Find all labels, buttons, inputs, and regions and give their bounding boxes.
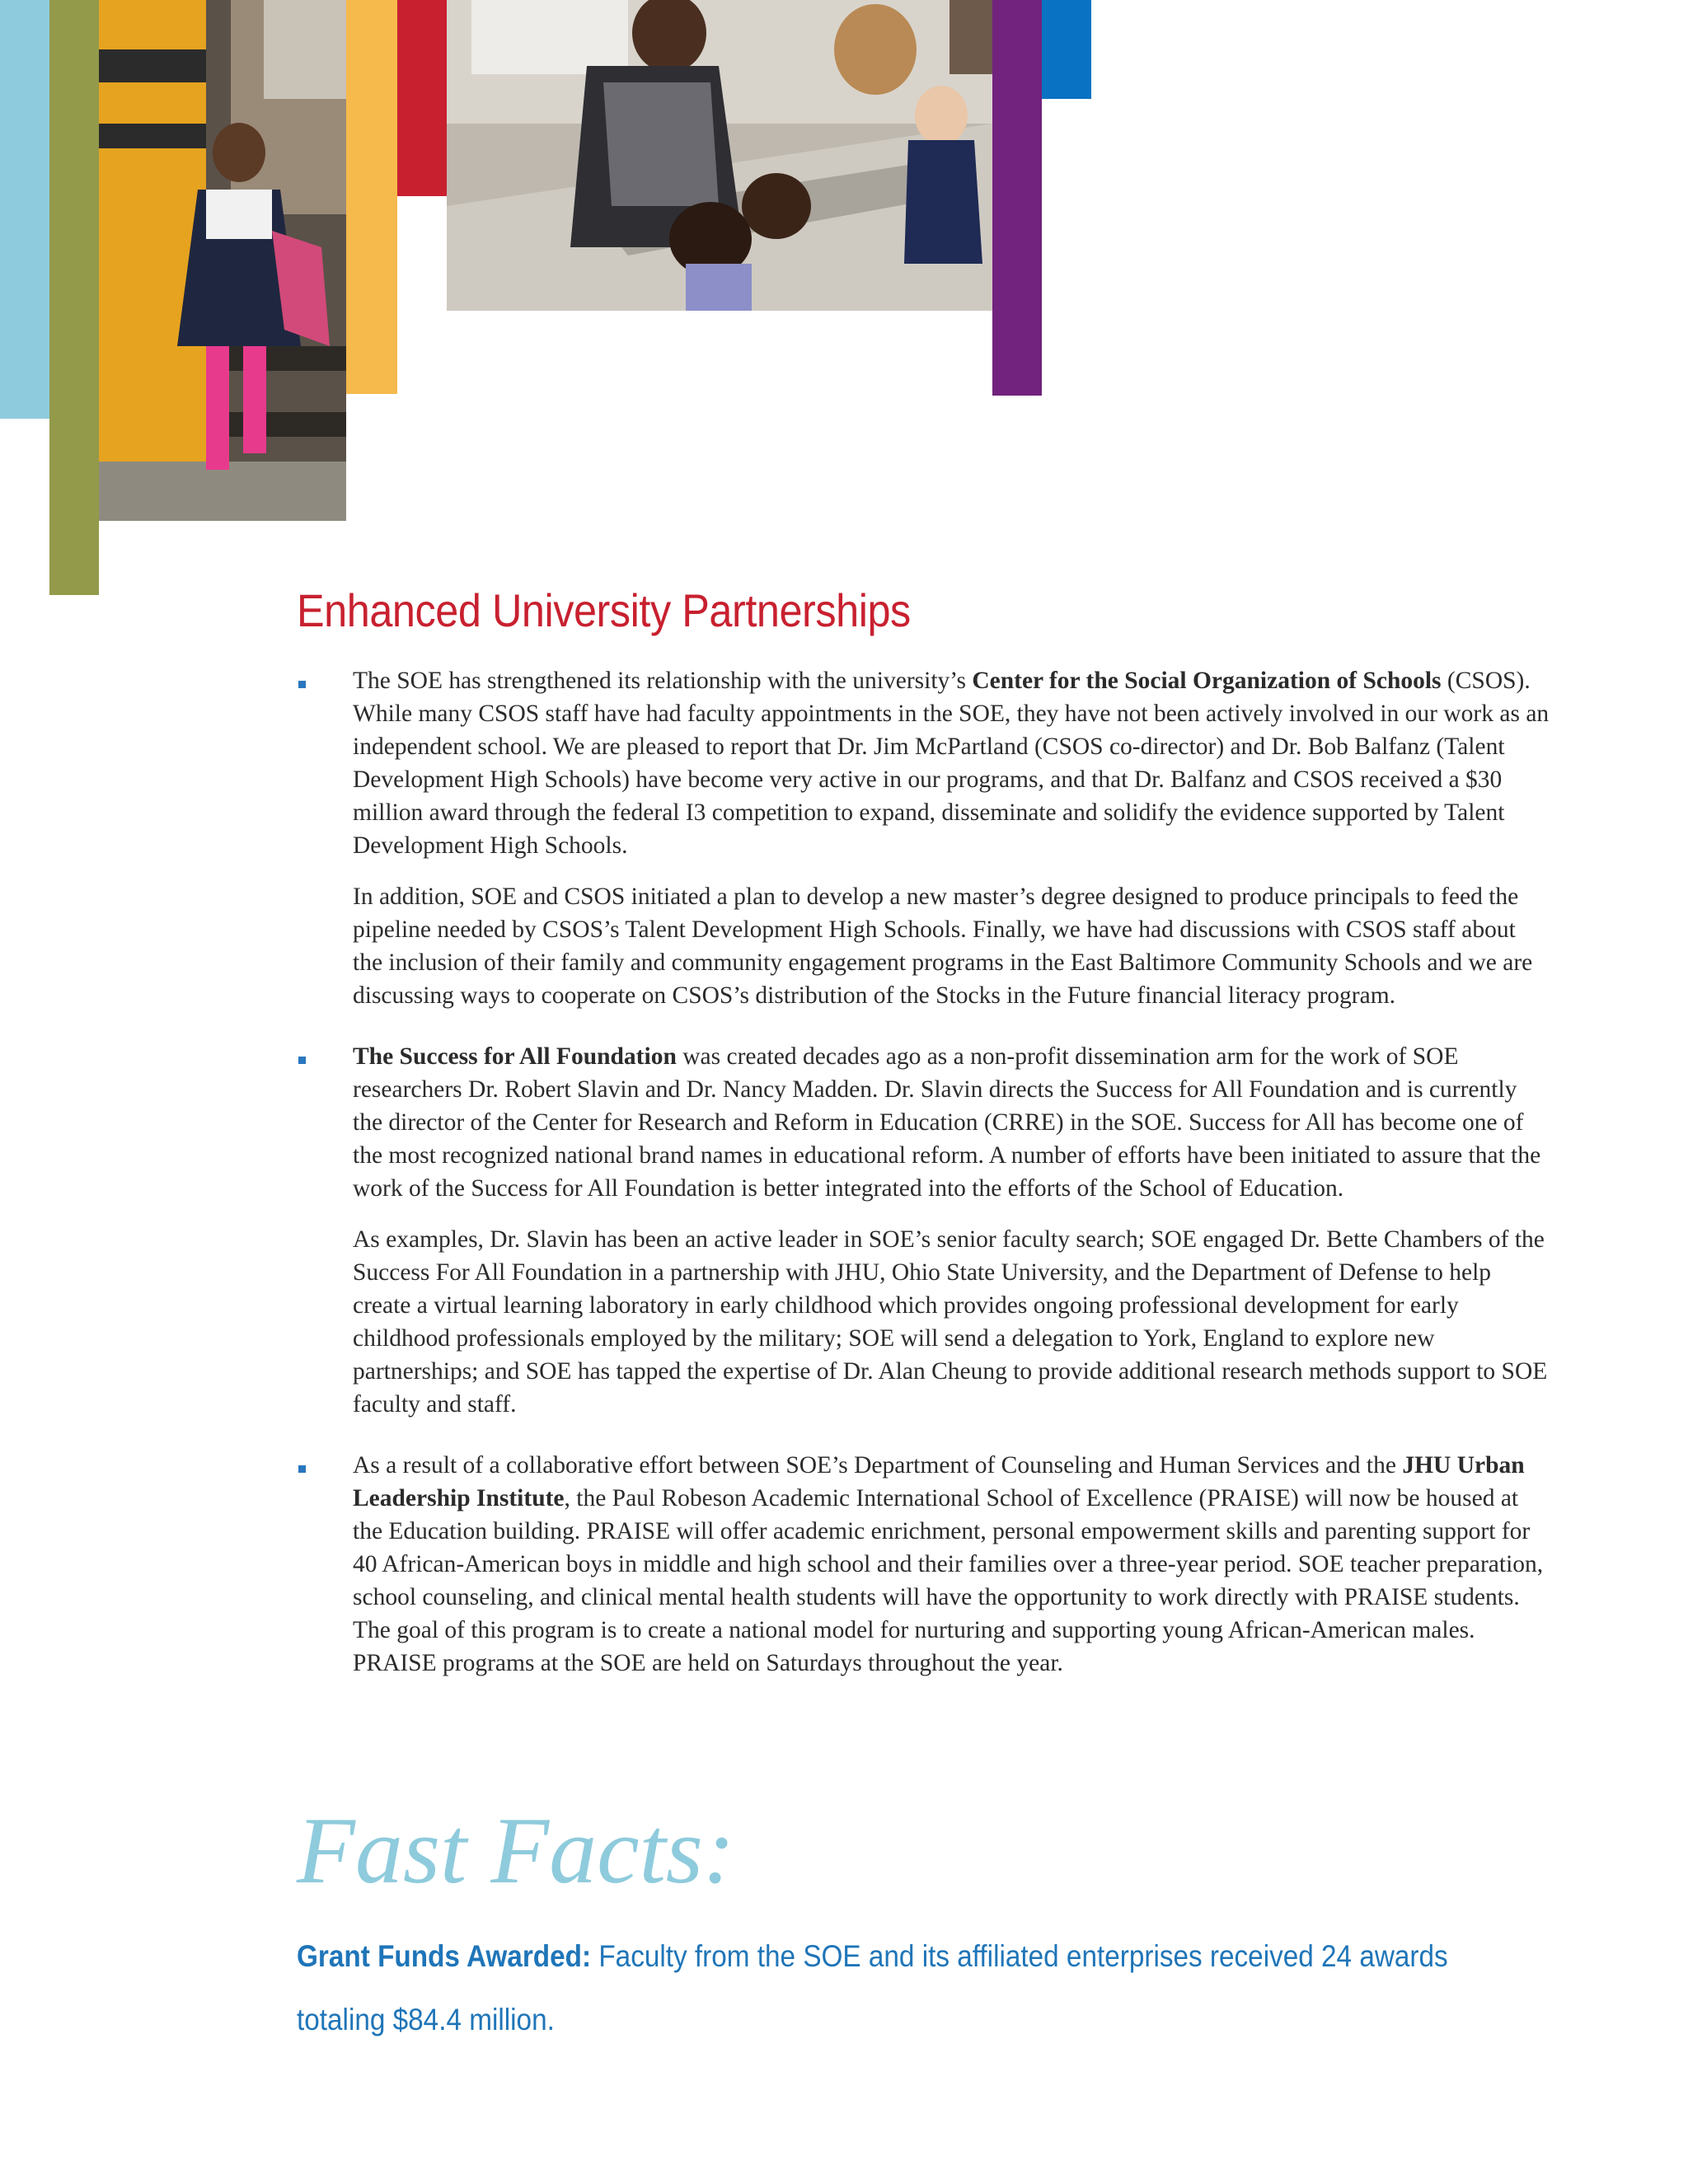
paragraph: The Success for All Foundation was created decades ago as a non-profit dissemination arm for the work of SOE researchers Dr. Robert Slavin and Dr. Nancy Madden. Dr. Slavin directs the Success for All Foundation and is currently the director of the Center for Research and Reform in Education (CRRE) in the SOE. Success for All has become one of the most recognized national brand names in educational reform. A number of efforts have been initiated to assure that the work of the Success for All Foundation is better integrated into the efforts of the School of Education. (353, 1043, 1541, 1202)
purple-bar (992, 0, 1042, 396)
blue-bar (1042, 0, 1091, 99)
paragraph: As a result of a collaborative effort between SOE’s Department of Counseling and Human Services and the JHU Urban Leadership Institute, the Paul Robeson Academic International School of Excellence (PRAISE) will now be housed at the Education building. PRAISE will offer academic enrichment, personal empowerment skills and parenting support for 40 African-American boys in middle and high school and their families over a three-year period. SOE teacher preparation, school counseling, and clinical mental health students will have the opportunity to work directly with PRAISE students. The goal of this program is to create a national model for nurturing and supporting young African-American males. PRAISE programs at the SOE are held on Saturdays throughout the year. (353, 1452, 1544, 1676)
list-item (297, 1449, 1550, 1680)
photo-classroom-teacher (447, 0, 992, 311)
yellow-bar (346, 0, 397, 394)
emphasis: The Success for All Foundation (353, 1043, 677, 1070)
fast-facts-title: Fast Facts: (297, 1798, 735, 1904)
section-heading: Enhanced University Partnerships (297, 584, 911, 636)
olive-bar (49, 0, 99, 595)
light-blue-bar (0, 0, 49, 419)
list-item (297, 1040, 1550, 1421)
list-item (297, 664, 1550, 1012)
paragraph: The SOE has strengthened its relationship with the university’s Center for the Social Organization of Schools (CSOS). While many CSOS staff have had faculty appointments in the SOE, they have not been actively involved in our work as an independent school. We are pleased to report that Dr. Jim McPartland (CSOS co-director) and Dr. Bob Balfanz (Talent Development High Schools) have become very active in our programs, and that Dr. Balfanz and CSOS received a $30 million award through the federal I3 competition to expand, disseminate and solidify the evidence supported by Talent Development High Schools. (353, 668, 1550, 859)
bullet-icon (298, 1465, 306, 1473)
fast-facts-label: Grant Funds Awarded: (297, 1939, 592, 1973)
fast-facts-text: Grant Funds Awarded: Faculty from the SOE and its affiliated enterprises received 24 awards totaling $84.4 million. (297, 1939, 1448, 2036)
bullet-icon (298, 681, 306, 688)
paragraph: In addition, SOE and CSOS initiated a plan to develop a new master’s degree designed to produce principals to feed the pipeline needed by CSOS’s Talent Development High Schools. Finally, we have had discussions with CSOS staff about the inclusion of their family and community engagement programs in the East Baltimore Community Schools and we are discussing ways to cooperate on CSOS’s distribution of the Stocks in the Future financial literacy program. (353, 883, 1533, 1009)
photo-child-school-bus (99, 0, 346, 521)
paragraph: As examples, Dr. Slavin has been an active leader in SOE’s senior faculty search; SOE engaged Dr. Bette Chambers of the Success For All Foundation in a partnership with JHU, Ohio State University, and the Department of Defense to help create a virtual learning laboratory in early childhood which provides ongoing professional development for early childhood professionals employed by the military; SOE will send a delegation to York, England to explore new partnerships; and SOE has tapped the expertise of Dr. Alan Cheung to provide additional research methods support to SOE faculty and staff. (353, 1226, 1548, 1418)
bullet-icon (298, 1057, 306, 1064)
partnerships-list (297, 664, 1550, 1708)
emphasis: Center for the Social Organization of Schools (972, 668, 1442, 694)
red-bar (397, 0, 447, 196)
emphasis: JHU Urban Leadership Institute (353, 1452, 1525, 1511)
